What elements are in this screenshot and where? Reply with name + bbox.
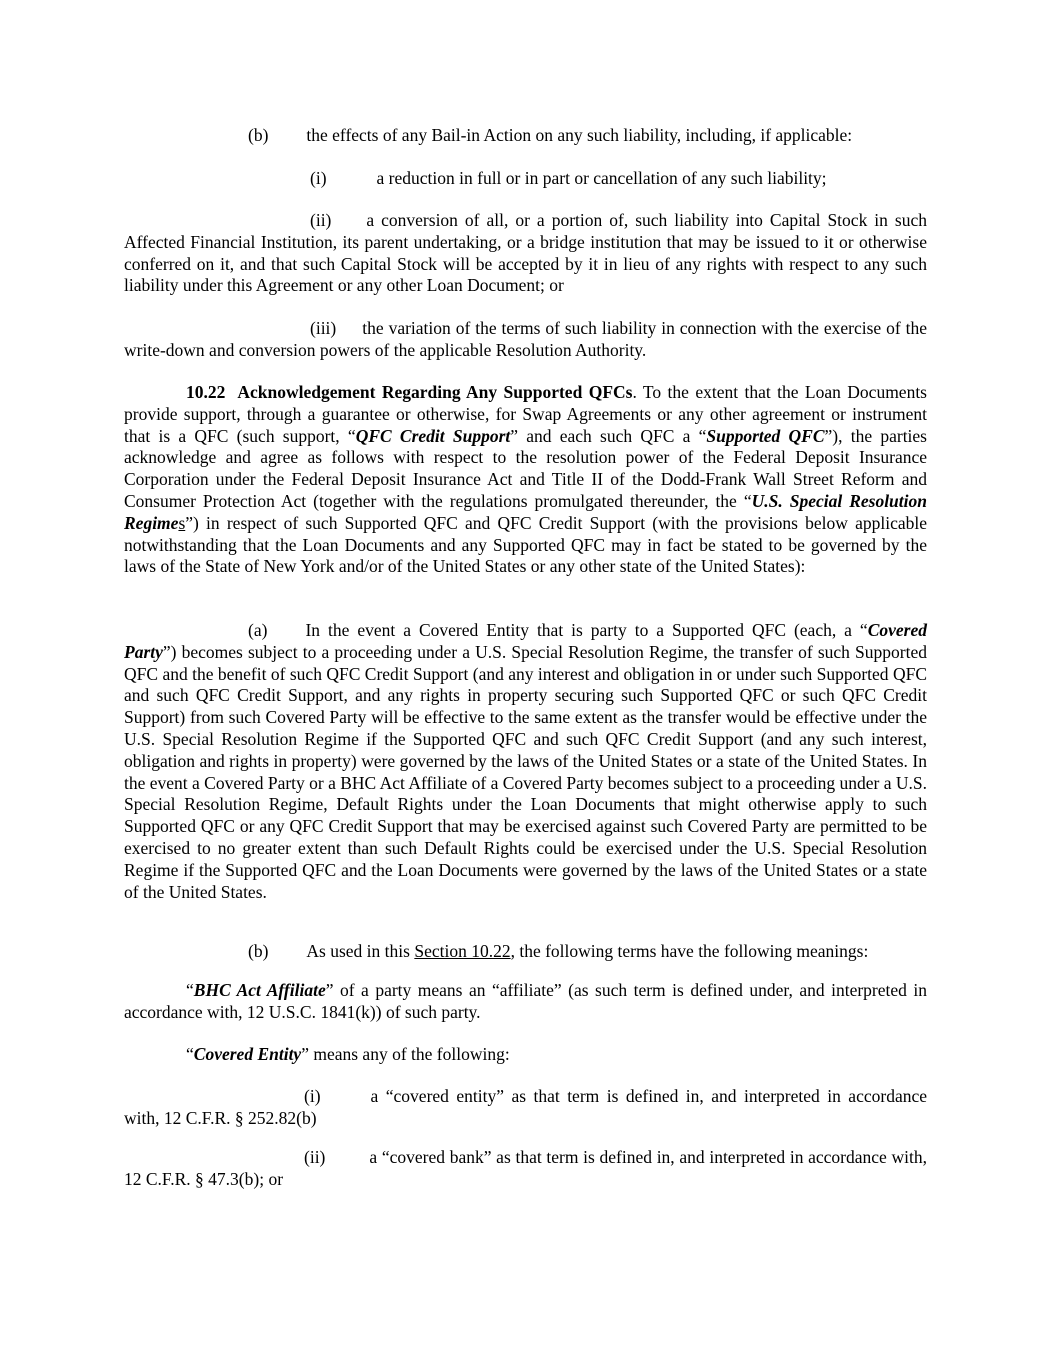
definition-text: ” means any of the following: <box>301 1044 510 1064</box>
term-suffix: s <box>178 512 186 533</box>
definition-bhc-act-affiliate <box>124 980 927 1024</box>
clause-marker: (b) <box>248 941 269 961</box>
clause-marker: (b) <box>248 125 269 145</box>
covered-entity-ii <box>124 1147 927 1191</box>
section-text: ”) in respect of such Supported QFC and QFC Credit Support (with the provisions below applicable notwithstanding that the Loan Documents and any Supported QFC may in fact be stated to be governed by the laws of the State of New York and/or of the United States or any other state of the United States): <box>124 512 927 577</box>
clause-marker: (ii) <box>304 1147 326 1167</box>
clause-text: the variation of the terms of such liability in connection with the exercise of the write-down and conversion powers of the applicable Resolution Authority. <box>124 318 927 360</box>
covered-entity-i <box>124 1086 927 1130</box>
term-qfc-credit-support: QFC Credit Support <box>355 425 511 446</box>
term-supported-qfc: Supported QFC <box>706 425 825 446</box>
clause-text: a “covered bank” as that term is defined in, and interpreted in accordance with, 12 C.F.R. § 47.3(b); or <box>124 1147 927 1189</box>
term-bhc-act-affiliate: BHC Act Affiliate <box>193 980 326 1000</box>
term-covered-entity: Covered Entity <box>193 1044 302 1064</box>
clause-text: a conversion of all, or a portion of, such liability into Capital Stock in such Affected Financial Institution, its parent undertaking, or a bridge institution that may be issued to it or otherwise conferred on it, and that such Capital Stock will be accepted by it in lieu of any rights with respect to any such liability under this Agreement or any other Loan Document; or <box>124 210 927 296</box>
term-us-special-resolution-regime: U.S. Special Resolution Regime <box>124 490 927 533</box>
clause-text: a “covered entity” as that term is defined in, and interpreted in accordance with, 12 C.F.R. § 252.82(b) <box>124 1086 927 1128</box>
subclause-ii <box>124 210 927 297</box>
clause-text: In the event a Covered Entity that is party to a Supported QFC (each, a “ <box>305 620 868 640</box>
clause-a <box>124 620 927 903</box>
term-covered-party: Covered Party <box>124 620 927 662</box>
section-text: ”), the parties acknowledge and agree as follows with respect to the resolution power of the Federal Deposit Insurance Corporation under the Federal Deposit Insurance Act and Title II of the Dodd-Frank Wall Street Reform and Consumer Protection Act (together with the regulations promulgated thereunder, the “ <box>124 425 927 511</box>
clause-marker: (i) <box>304 1086 321 1106</box>
clause-text: a reduction in full or in part or cancellation of any such liability; <box>376 168 827 188</box>
clause-marker: (iii) <box>310 318 337 338</box>
clause-b-effects <box>248 125 852 147</box>
section-number: 10.22 <box>186 382 226 402</box>
section-title: Acknowledgement Regarding Any Supported QFCs <box>237 382 633 402</box>
section-reference-link[interactable]: Section 10.22 <box>414 941 511 961</box>
section-text: . To the extent that the Loan Documents provide support, through a guarantee or otherwise, for Swap Agreements or any other agreement or instrument that is a QFC (such support, “ <box>124 382 927 446</box>
section-text: ” and each such QFC a “ <box>510 425 707 446</box>
clause-text: As used in this <box>306 941 415 961</box>
open-quote: “ <box>186 980 194 1000</box>
section-10-22 <box>124 382 927 578</box>
definition-covered-entity <box>186 1044 510 1066</box>
open-quote: “ <box>186 1044 194 1064</box>
clause-marker: (i) <box>310 168 327 188</box>
subclause-iii <box>124 318 927 362</box>
clause-text: , the following terms have the following meanings: <box>510 941 869 961</box>
subclause-i <box>310 168 827 190</box>
definition-text: ” of a party means an “affiliate” (as such term is defined under, and interpreted in accordance with, 12 U.S.C. 1841(k)) of such party. <box>124 980 927 1022</box>
clause-text: ”) becomes subject to a proceeding under a U.S. Special Resolution Regime, the transfer of such Supported QFC and the benefit of such QFC Credit Support (and any interest and obligation in or under such Supported QFC and such QFC Credit Support, and any rights in property securing such Supported QFC or such QFC Credit Support) from such Covered Party will be effective to the same extent as the transfer would be effective under the U.S. Special Resolution Regime if the Supported QFC and such QFC Credit Support (and any such interest, obligation and rights in property) were governed by the laws of the United States or a state of the United States. In the event a Covered Party or a BHC Act Affiliate of a Covered Party becomes subject to a proceeding under a U.S. Special Resolution Regime, Default Rights under the Loan Documents that might otherwise apply to such Supported QFC or any QFC Credit Support that may be exercised against such Covered Party are permitted to be exercised to no greater extent than such Default Rights could be exercised under the U.S. Special Resolution Regime if the Supported QFC and the Loan Documents were governed by the laws of the United States or a state of the United States. <box>124 641 927 902</box>
clause-text: the effects of any Bail-in Action on any such liability, including, if applicable: <box>306 125 853 145</box>
clause-marker: (a) <box>248 620 268 640</box>
clause-marker: (ii) <box>310 210 332 230</box>
clause-b-definitions <box>248 941 868 963</box>
